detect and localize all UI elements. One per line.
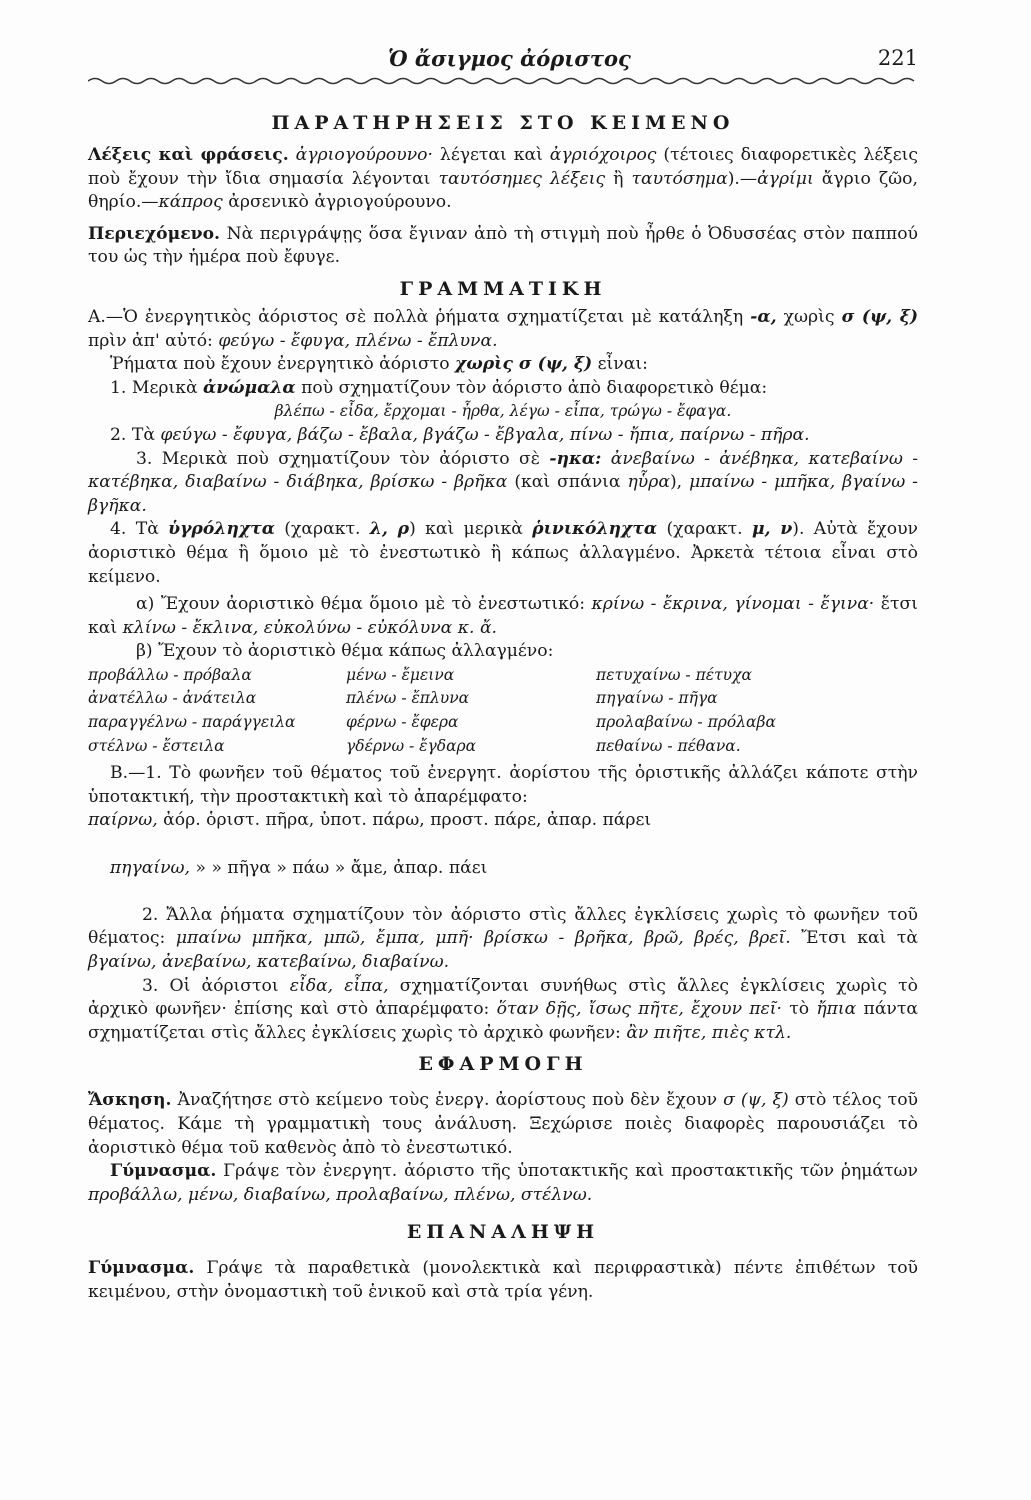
verb-pair: παραγγέλνω - παράγγειλα <box>88 713 296 732</box>
example: κρίνω - ἔκρινα, γίνομαι - ἔγινα· <box>591 594 875 615</box>
application-section-title: ΕΦΑΡΜΟΓΗ <box>418 1053 588 1076</box>
book-page <box>88 40 918 1305</box>
text: στὸ τέλος τοῦ θέματος. Κάμε τὴ γραμματικὴ τους ἀνάλυση. Ξεχώρισε ποιὲς διαφορὲς παρουσιάζει τὸ ἀοριστικὸ θέμα τοῦ καθενὸς ἀπὸ τὸ ἐνεστωτικό. <box>88 1090 918 1158</box>
text: Ἔτσι καὶ τὰ <box>790 928 918 949</box>
words-label: Λέξεις καὶ φράσεις. <box>88 145 289 165</box>
text: ποὺ σχηματίζουν τὸν ἀόριστο ἀπὸ διαφορετικὸ θέμα: <box>295 377 768 398</box>
text: εἶναι: <box>592 354 648 375</box>
text: » » πῆγα » πάω » ἄμε, ἀπαρ. πάει <box>190 857 488 878</box>
text: α) Ἔχουν ἀοριστικὸ θέμα ὅμοιο μὲ τὸ ἐνεστωτικό: <box>136 594 592 615</box>
text: ἀόρ. ὁριστ. πῆρα, ὑποτ. πάρω, προστ. πάρε, ἀπαρ. πάρει <box>157 810 652 831</box>
text: 3. Μερικὰ ποὺ σχηματίζουν τὸν ἀόριστο σὲ <box>136 448 550 469</box>
verb-pair: πηγαίνω - πῆγα <box>596 689 718 708</box>
text: (χαρακτ. <box>657 519 752 540</box>
example: παίρνω, <box>88 810 158 831</box>
grammar-B1: Β.—1. Τὸ φωνῆεν τοῦ θέματος τοῦ ἐνεργητ. ἀορίστου τῆς ὁριστικῆς ἀλλάζει κάποτε στὴν ὑποτακτική, τὴν προστακτικὴ καὶ τὸ ἀπαρέμφατο: <box>88 763 918 807</box>
verb-table <box>88 664 918 758</box>
example: βγαίνω, ἀνεβαίνω, κατεβαίνω, διαβαίνω. <box>88 952 450 972</box>
text: ἄγριο ζῶο, θηρίο.— <box>88 168 918 213</box>
text: 3. Οἱ ἀόριστοι <box>142 975 290 996</box>
example: εἶδα, εἶπα, <box>289 975 389 996</box>
grammar-section-title: ΓΡΑΜΜΑΤΙΚΗ <box>399 277 607 300</box>
term: ἀγρίμι <box>757 168 814 189</box>
verb-pair: μένω - ἔμεινα <box>346 665 455 684</box>
example: προβάλλω, μένω, διαβαίνω, προλαβαίνω, πλένω, στέλνω. <box>88 1184 593 1205</box>
text: ἢ <box>605 168 632 189</box>
page-number: 221 <box>877 46 918 70</box>
term: σ (ψ, ξ) <box>723 1090 789 1111</box>
drill-label: Γύμνασμα. <box>88 1258 195 1279</box>
text: Α.—Ὁ ἐνεργητικὸς ἀόριστος σὲ πολλὰ ῥήματα σχηματίζεται μὲ κατάληξη <box>88 306 751 327</box>
text: 2. Ἄλλα ῥήματα σχηματίζουν τὸν ἀόριστο στὶς ἄλλες ἐγκλίσεις χωρὶς τὸ φωνῆεν τοῦ θέματος: <box>88 904 918 949</box>
text: (χαρακτ. <box>274 519 370 540</box>
term: ἀγριόχοιρος <box>549 145 657 165</box>
text: (τέτοιες διαφορετικὲς λέξεις ποὺ ἔχουν τὴν ἴδια σημασία λέγονται <box>88 145 919 189</box>
review-drill <box>88 1257 918 1304</box>
verb-pair: στέλνω - ἔστειλα <box>88 736 225 755</box>
example: ηὗρα <box>627 472 670 493</box>
text: ), <box>669 472 690 493</box>
term: μ, ν <box>751 519 793 540</box>
verb-pair: γδέρνω - ἔγδαρα <box>346 736 477 755</box>
exercise-label: Ἄσκηση. <box>88 1090 172 1111</box>
drill-label: Γύμνασμα. <box>110 1161 217 1182</box>
term: ῥινικόληχτα <box>532 519 658 540</box>
example: ἂν πιῆτε, πιὲς κτλ. <box>626 1022 792 1043</box>
grammar-a-paragraph <box>88 306 918 353</box>
text: τὸ <box>781 999 817 1020</box>
verb-pair: φέρνω - ἔφερα <box>346 713 459 732</box>
example: κλίνω - ἔκλινα, εὐκολύνω - εὐκόλυνα κ. ἄ. <box>122 617 498 638</box>
text: πάντα σχηματίζεται στὶς ἄλλες ἐγκλίσεις χωρὶς τὸ ἀρχικὸ φωνῆεν: <box>88 999 918 1043</box>
grammar-item-2 <box>88 424 918 448</box>
example: ὅταν δῇς, ἴσως πῆτε, ἔχουν πεῖ· <box>496 999 782 1020</box>
term: ταυτόσημες λέξεις <box>438 168 606 189</box>
application-drill <box>88 1160 918 1207</box>
term: λ, ρ <box>369 519 410 540</box>
text: Γράψε τὰ παραθετικὰ (μονολεκτικὰ καὶ περιφραστικὰ) πέντε ἐπιθέτων τοῦ κειμένου, στὴν ὀνομαστικὴ τοῦ ἑνικοῦ καὶ στὰ τρία γένη. <box>88 1258 918 1302</box>
example: φεύγω - ἔφυγα, βάζω - ἔβαλα, βγάζω - ἔβγαλα, πίνω - ἤπια, παίρνω - πῆρα. <box>160 424 810 445</box>
text: 1. Μερικὰ <box>110 377 204 398</box>
content-label: Περιεχόμενο. <box>88 223 221 244</box>
text: σχηματίζονται συνήθως στὶς ἄλλες ἐγκλίσεις χωρὶς τὸ ἀρχικὸ φωνῆεν· ἐπίσης καὶ στὸ ἀπαρέμφατο: <box>88 975 918 1020</box>
header-wavy-rule <box>88 76 918 86</box>
example: ἤπια <box>816 999 857 1020</box>
example: φεύγω - ἔφυγα, πλένω - ἔπλυνα. <box>218 330 498 351</box>
text: Γράψε τὸν ἐνεργητ. ἀόριστο τῆς ὑποτακτικῆς καὶ προστακτικῆς τῶν ῥημάτων <box>216 1161 918 1182</box>
text: 2. Τὰ <box>110 424 161 445</box>
grammar-item-1-examples: βλέπω - εἶδα, ἔρχομαι - ἦρθα, λέγω - εἶπα, τρώγω - ἔφαγα. <box>274 402 732 421</box>
grammar-item-4a <box>88 593 918 640</box>
term: -α, <box>750 306 777 327</box>
term: χωρὶς σ (ψ, ξ) <box>455 354 593 375</box>
review-section-title: ΕΠΑΝΑΛΗΨΗ <box>406 1221 600 1244</box>
verb-pair: πεθαίνω - πέθανα. <box>596 736 741 755</box>
application-exercise <box>88 1089 918 1160</box>
grammar-item-1 <box>88 377 918 401</box>
text: Ἀναζήτησε στὸ κείμενο τοὺς ἐνεργ. ἀορίστους ποὺ δὲν ἔχουν <box>171 1090 724 1111</box>
grammar-B1-example-2 <box>88 833 918 904</box>
words-phrases-paragraph <box>88 144 918 215</box>
example: μπαίνω μπῆκα, μπῶ, ἔμπα, μπῆ· βρίσκω - βρῆκα, βρῶ, βρές, βρεῖ. <box>175 928 791 949</box>
verb-pair: πλένω - ἔπλυνα <box>346 689 470 708</box>
grammar-item-3 <box>88 448 918 519</box>
text: ἔτσι καὶ <box>88 594 918 638</box>
text: (καὶ σπάνια <box>507 472 628 493</box>
content-paragraph <box>88 223 918 270</box>
running-title: Ὁ ἄσιγμος ἀόριστος <box>388 46 631 71</box>
example: μπαίνω - μπῆκα, βγαίνω - βγῆκα. <box>88 472 918 516</box>
text: ) καὶ μερικὰ <box>409 519 533 540</box>
text: πρὶν ἀπ' αὐτό: <box>88 330 219 351</box>
grammar-item-4 <box>88 518 918 589</box>
verb-pair: προβάλλω - πρόβαλα <box>88 665 252 684</box>
text: λέγεται καὶ <box>432 145 550 165</box>
text: ). Αὐτὰ ἔχουν ἀοριστικὸ θέμα ἢ ὅμοιο μὲ τὸ ἐνεστωτικὸ ἢ κάπως ἀλλαγμένο. Ἀρκετὰ τέτοια εἶναι στὸ κείμενο. <box>88 519 918 587</box>
grammar-item-4b: β) Ἔχουν τὸ ἀοριστικὸ θέμα κάπως ἀλλαγμένο: <box>136 641 554 662</box>
verb-pair: προλαβαίνω - πρόλαβα <box>596 713 776 732</box>
grammar-b-paragraph <box>88 353 918 377</box>
text: 4. Τὰ <box>110 519 169 540</box>
text: ἀρσενικὸ ἀγριογούρουνο. <box>222 192 452 213</box>
notes-section-title: ΠΑΡΑΤΗΡΗΣΕΙΣ ΣΤΟ ΚΕΙΜΕΝΟ <box>271 112 735 134</box>
term: ἀγριογούρουνο· <box>295 145 433 165</box>
grammar-B1-example-1 <box>88 809 918 833</box>
text: Νὰ περιγράψῃς ὅσα ἔγιναν ἀπὸ τὴ στιγμὴ ποὺ ἦρθε ὁ Ὀδυσσέας στὸν παππού του ὡς τὴν ἡμέρα ποὺ ἔφυγε. <box>88 223 918 268</box>
text: χωρὶς <box>776 306 842 327</box>
page-header <box>88 40 918 74</box>
example: ἀνεβαίνω - ἀνέβηκα, κατεβαίνω - κατέβηκα, διαβαίνω - διάβηκα, βρίσκω - βρῆκα <box>88 448 918 493</box>
verb-pair: ἀνατέλλω - ἀνάτειλα <box>88 689 257 708</box>
example: πηγαίνω, <box>109 857 190 878</box>
text: Ῥήματα ποὺ ἔχουν ἐνεργητικὸ ἀόριστο <box>110 354 456 375</box>
term: κάπρος <box>158 192 223 213</box>
term: ὑγρόληχτα <box>168 519 275 540</box>
grammar-B3 <box>88 975 918 1046</box>
text: ).— <box>727 168 758 189</box>
grammar-B2 <box>88 904 918 975</box>
term: ταυτόσημα <box>631 168 728 189</box>
term: σ (ψ, ξ) <box>841 306 919 327</box>
term: -ηκα: <box>549 448 602 469</box>
verb-pair: πετυχαίνω - πέτυχα <box>596 665 752 684</box>
term: ἀνώμαλα <box>203 377 296 398</box>
